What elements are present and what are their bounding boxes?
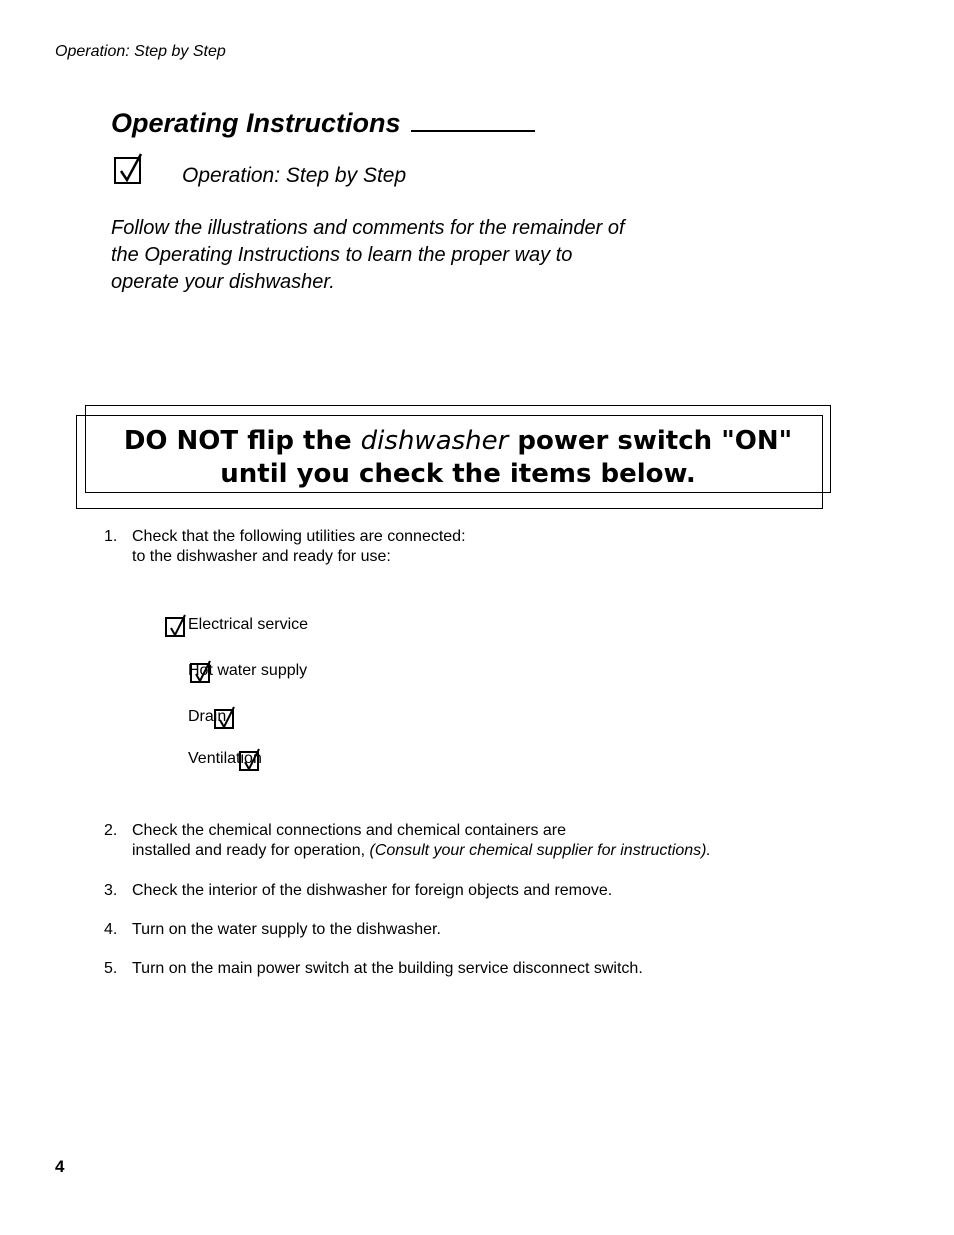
intro-paragraph [111, 215, 711, 296]
utility-item: Hot water supply [188, 662, 308, 679]
utility-item: Electrical service [188, 616, 309, 633]
intro-line: operate your dishwasher. [111, 271, 335, 293]
warning-text [85, 425, 831, 491]
section-subtitle: Operation: Step by Step [182, 164, 407, 187]
step-item: 1. Check that the following utilities are connected: to the dishwasher and ready for use: [104, 528, 466, 565]
checked-box-icon [114, 157, 141, 184]
page-number: 4 [55, 1157, 65, 1176]
utility-item: Drain [188, 708, 227, 725]
section-title [111, 108, 535, 139]
title-rule [411, 108, 535, 132]
intro-line: Follow the illustrations and comments for the remainder of [111, 217, 625, 239]
warning-line-1: DO NOT flip the dishwasher power switch "ON" [123, 426, 793, 456]
running-header: Operation: Step by Step [55, 43, 226, 60]
step-item: 5. Turn on the main power switch at the building service disconnect switch. [104, 960, 643, 977]
step-item: 3. Check the interior of the dishwasher for foreign objects and remove. [104, 882, 613, 899]
section-title-text: Operating Instructions [111, 108, 401, 138]
utility-item: Ventilation [188, 750, 262, 767]
warning-line-2: until you check the items below. [220, 459, 696, 489]
step-item: 4. Turn on the water supply to the dishwasher. [104, 921, 441, 938]
checked-box-icon [165, 617, 185, 637]
step-item: 2. Check the chemical connections and chemical containers are installed and ready for operation, (Consult your chemical supplier for instructions). [104, 822, 711, 859]
intro-line: the Operating Instructions to learn the proper way to [111, 244, 573, 266]
